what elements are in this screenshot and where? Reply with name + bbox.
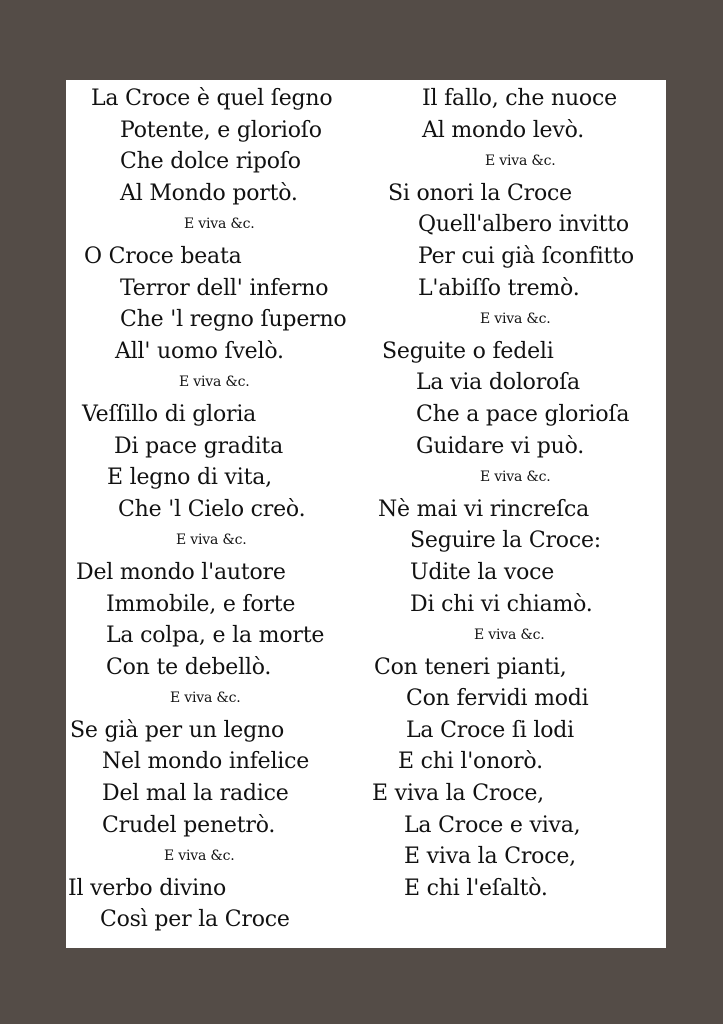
verse-line: Si onori la Croce	[388, 180, 572, 206]
verse-line: Seguite o fedeli	[382, 338, 554, 364]
verse-line: La Croce e viva,	[404, 812, 581, 838]
verse-line: E viva &c.	[170, 690, 241, 707]
verse-line: La via doloroſa	[416, 370, 580, 396]
verse-line: Con te debellò.	[106, 654, 272, 680]
verse-line: E chi l'eſaltò.	[404, 875, 548, 901]
verse-line: Veſſillo di gloria	[82, 401, 257, 427]
verse-line: Del mal la radice	[102, 781, 289, 807]
verse-line: Che 'l regno ſuperno	[120, 307, 347, 333]
verse-line: E viva la Croce,	[372, 781, 544, 807]
verse-line: L'abiſſo tremò.	[418, 275, 580, 301]
verse-line: O Croce beata	[84, 243, 242, 269]
verse-line: Di chi vi chiamò.	[410, 591, 593, 617]
verse-line: Nè mai vi rincreſca	[378, 496, 590, 522]
verse-line: Crudel penetrò.	[102, 812, 276, 838]
verse-line: Al Mondo portò.	[120, 180, 298, 206]
verse-line: All' uomo ſvelò.	[115, 338, 284, 364]
verse-line: Immobile, e forte	[106, 591, 296, 617]
verse-line: Con fervidi modi	[406, 686, 589, 712]
verse-line: E legno di vita,	[107, 465, 272, 491]
verse-line: Che a pace glorioſa	[416, 401, 630, 427]
verse-line: Potente, e glorioſo	[120, 117, 322, 143]
verse-line: Al mondo levò.	[422, 117, 585, 143]
verse-line: Per cui già ſconfitto	[418, 243, 634, 269]
verse-line: Il verbo divino	[68, 875, 227, 901]
verse-line: E chi l'onorò.	[398, 749, 543, 775]
verse-line: E viva &c.	[179, 374, 250, 391]
verse-line: Guidare vi può.	[416, 433, 585, 459]
verse-line: E viva &c.	[480, 311, 551, 328]
verse-line: Di pace gradita	[114, 433, 283, 459]
verse-column-left	[66, 83, 347, 936]
verse-line: Del mondo l'autore	[76, 559, 286, 585]
verse-line: Che 'l Cielo creò.	[118, 496, 306, 522]
verse-line: E viva &c.	[184, 216, 255, 233]
verse-line: E viva la Croce,	[404, 844, 576, 870]
verse-line: Udite la voce	[410, 559, 555, 585]
verse-line: Con teneri pianti,	[374, 654, 567, 680]
verse-line: Che dolce ripoſo	[120, 149, 301, 175]
verse-line: E viva &c.	[164, 848, 235, 865]
verse-line: Quell'albero invitto	[418, 212, 629, 238]
verse-line: La Croce ſi lodi	[406, 717, 575, 743]
verse-column-right	[372, 83, 634, 904]
verse-line: Così per la Croce	[100, 907, 290, 933]
verse-line: Nel mondo infelice	[102, 749, 310, 775]
verse-line: E viva &c.	[474, 627, 545, 644]
verse-line: Terror dell' inferno	[120, 275, 329, 301]
verse-line: La colpa, e la morte	[106, 623, 325, 649]
book-page	[66, 80, 666, 948]
verse-line: E viva &c.	[176, 532, 247, 549]
verse-line: La Croce è quel ſegno	[91, 86, 333, 111]
verse-line: Se già per un legno	[70, 717, 285, 743]
verse-line: E viva &c.	[480, 469, 551, 486]
verse-line: Il fallo, che nuoce	[422, 86, 617, 111]
verse-line: E viva &c.	[485, 153, 556, 170]
verse-line: Seguire la Croce:	[410, 528, 602, 554]
